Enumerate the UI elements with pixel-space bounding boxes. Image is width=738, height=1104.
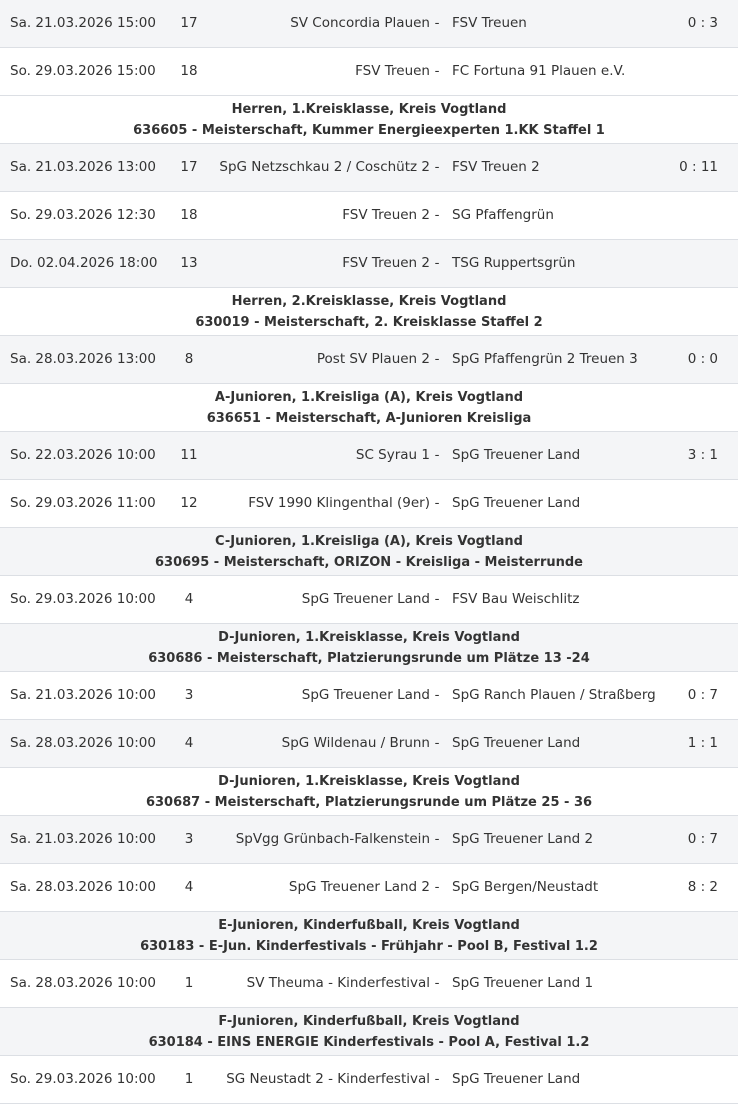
competition-header [0,624,738,672]
team-separator: - [434,207,440,223]
match-score[interactable]: 1 : 1 [687,735,718,751]
match-score[interactable]: 0 : 3 [687,15,718,31]
match-row[interactable] [0,0,738,48]
team-separator: - [434,63,440,79]
competition-subtitle[interactable]: 630184 - EINS ENERGIE Kinderfestivals - Pool A, Festival 1.2 [148,1034,590,1050]
home-team[interactable]: FSV 1990 Klingenthal (9er) [248,495,430,511]
matchday: 4 [184,591,194,607]
away-team[interactable]: SpG Treuener Land 1 [452,975,594,991]
team-separator: - [434,687,440,703]
home-team[interactable]: SV Concordia Plauen [290,15,430,31]
away-team[interactable]: FSV Treuen [452,15,527,31]
team-separator: - [434,351,440,367]
competition-title[interactable]: A-Junioren, 1.Kreisliga (A), Kreis Vogtland [214,389,524,405]
match-row[interactable] [0,48,738,96]
home-team[interactable]: SpVgg Grünbach-Falkenstein [235,831,430,847]
home-team[interactable]: SC Syrau 1 [355,447,430,463]
match-date: So. 29.03.2026 11:00 [10,495,156,511]
match-row[interactable] [0,240,738,288]
matchday: 3 [184,831,194,847]
match-date: So. 29.03.2026 10:00 [10,591,156,607]
matchday: 4 [184,735,194,751]
team-separator: - [434,831,440,847]
match-row[interactable] [0,576,738,624]
match-date: So. 29.03.2026 15:00 [10,63,156,79]
away-team[interactable]: SpG Bergen/Neustadt [452,879,599,895]
match-row[interactable] [0,144,738,192]
away-team[interactable]: SG Pfaffengrün [452,207,554,223]
team-separator: - [434,735,440,751]
competition-subtitle[interactable]: 630686 - Meisterschaft, Platzierungsrunde um Plätze 13 -24 [148,650,590,666]
competition-title[interactable]: D-Junioren, 1.Kreisklasse, Kreis Vogtland [218,629,520,645]
home-team[interactable]: FSV Treuen 2 [342,255,430,271]
away-team[interactable]: FC Fortuna 91 Plauen e.V. [452,63,626,79]
match-date: Sa. 21.03.2026 10:00 [10,687,156,703]
home-team[interactable]: SpG Treuener Land 2 [288,879,430,895]
match-date: Sa. 28.03.2026 10:00 [10,879,156,895]
matchday: 17 [180,15,198,31]
competition-header [0,768,738,816]
away-team[interactable]: TSG Ruppertsgrün [452,255,576,271]
competition-header [0,96,738,144]
away-team[interactable]: SpG Pfaffengrün 2 Treuen 3 [452,351,638,367]
match-score[interactable]: 3 : 1 [687,447,718,463]
competition-subtitle[interactable]: 630695 - Meisterschaft, ORIZON - Kreisliga - Meisterrunde [155,554,583,570]
home-team[interactable]: FSV Treuen 2 [342,207,430,223]
matchday: 8 [184,351,194,367]
match-date: Sa. 21.03.2026 10:00 [10,831,156,847]
competition-header [0,1008,738,1056]
match-date: So. 29.03.2026 10:00 [10,1071,156,1087]
team-separator: - [434,159,440,175]
home-team[interactable]: SpG Treuener Land [301,687,430,703]
match-date: Sa. 28.03.2026 13:00 [10,351,156,367]
match-date: So. 29.03.2026 12:30 [10,207,156,223]
competition-subtitle[interactable]: 630019 - Meisterschaft, 2. Kreisklasse Staffel 2 [195,314,543,330]
competition-subtitle[interactable]: 636605 - Meisterschaft, Kummer Energieexperten 1.KK Staffel 1 [133,122,605,138]
matchday: 3 [184,687,194,703]
match-row[interactable] [0,672,738,720]
home-team[interactable]: SpG Netzschkau 2 / Coschütz 2 [219,159,430,175]
competition-header [0,912,738,960]
home-team[interactable]: SV Theuma - Kinderfestival [246,975,430,991]
match-date: Do. 02.04.2026 18:00 [10,255,158,271]
match-score[interactable]: 0 : 11 [679,159,718,175]
match-score[interactable]: 8 : 2 [687,879,718,895]
matchday: 17 [180,159,198,175]
match-score[interactable]: 0 : 7 [687,687,718,703]
away-team[interactable]: SpG Treuener Land 2 [452,831,594,847]
matchday: 1 [184,1071,194,1087]
team-separator: - [434,15,440,31]
away-team[interactable]: SpG Treuener Land [452,735,581,751]
home-team[interactable]: SpG Wildenau / Brunn [281,735,430,751]
competition-subtitle[interactable]: 636651 - Meisterschaft, A-Junioren Kreisliga [206,410,532,426]
away-team[interactable]: SpG Treuener Land [452,447,581,463]
competition-subtitle[interactable]: 630687 - Meisterschaft, Platzierungsrunde um Plätze 25 - 36 [145,794,593,810]
team-separator: - [434,495,440,511]
competition-header [0,528,738,576]
away-team[interactable]: FSV Bau Weischlitz [452,591,580,607]
home-team[interactable]: SG Neustadt 2 - Kinderfestival [226,1071,430,1087]
match-score[interactable]: 0 : 0 [687,351,718,367]
match-row[interactable] [0,960,738,1008]
match-date: So. 22.03.2026 10:00 [10,447,156,463]
competition-header [0,288,738,336]
competition-title[interactable]: Herren, 2.Kreisklasse, Kreis Vogtland [231,293,507,309]
team-separator: - [434,1071,440,1087]
matchday: 1 [184,975,194,991]
match-score[interactable]: 0 : 7 [687,831,718,847]
competition-title[interactable]: E-Junioren, Kinderfußball, Kreis Vogtland [218,917,520,933]
away-team[interactable]: SpG Treuener Land [452,495,581,511]
team-separator: - [434,447,440,463]
home-team[interactable]: Post SV Plauen 2 [316,351,430,367]
match-date: Sa. 21.03.2026 13:00 [10,159,156,175]
match-row[interactable] [0,432,738,480]
matchday: 4 [184,879,194,895]
matchday: 18 [180,63,198,79]
match-row[interactable] [0,1056,738,1104]
match-date: Sa. 21.03.2026 15:00 [10,15,156,31]
competition-header [0,384,738,432]
away-team[interactable]: SpG Treuener Land [452,1071,581,1087]
competition-title[interactable]: Herren, 1.Kreisklasse, Kreis Vogtland [231,101,507,117]
team-separator: - [434,255,440,271]
competition-subtitle[interactable]: 630183 - E-Jun. Kinderfestivals - Frühjahr - Pool B, Festival 1.2 [140,938,598,954]
match-date: Sa. 28.03.2026 10:00 [10,735,156,751]
match-row[interactable] [0,816,738,864]
home-team[interactable]: FSV Treuen [355,63,430,79]
competition-title[interactable]: F-Junioren, Kinderfußball, Kreis Vogtland [218,1013,520,1029]
match-row[interactable] [0,192,738,240]
team-separator: - [434,975,440,991]
team-separator: - [434,879,440,895]
away-team[interactable]: FSV Treuen 2 [452,159,540,175]
match-row[interactable] [0,720,738,768]
competition-title[interactable]: D-Junioren, 1.Kreisklasse, Kreis Vogtland [218,773,520,789]
away-team[interactable]: SpG Ranch Plauen / Straßberg [452,687,656,703]
matchday: 13 [180,255,198,271]
matchday: 18 [180,207,198,223]
match-date: Sa. 28.03.2026 10:00 [10,975,156,991]
match-row[interactable] [0,480,738,528]
competition-title[interactable]: C-Junioren, 1.Kreisliga (A), Kreis Vogtland [215,533,523,549]
team-separator: - [434,591,440,607]
matchday: 11 [180,447,198,463]
match-row[interactable] [0,336,738,384]
match-row[interactable] [0,864,738,912]
home-team[interactable]: SpG Treuener Land [301,591,430,607]
matchday: 12 [180,495,198,511]
